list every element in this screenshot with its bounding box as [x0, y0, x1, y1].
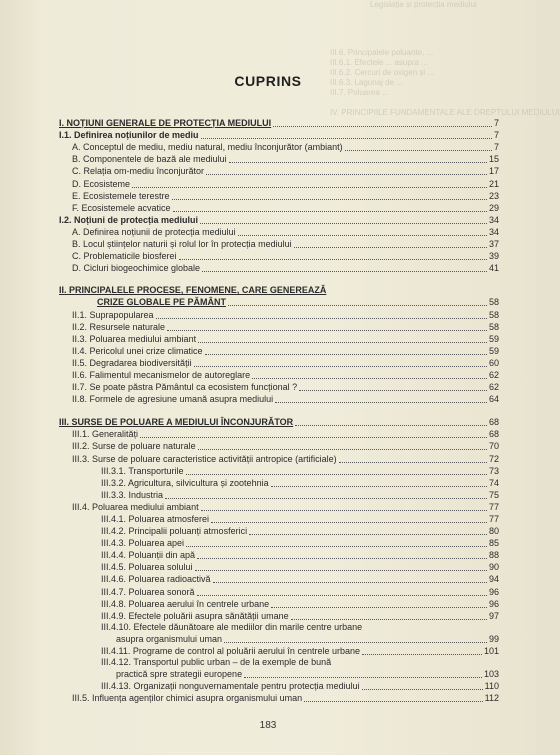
toc-entry-page: 41 [488, 263, 499, 274]
table-of-contents [59, 117, 499, 704]
toc-entry-page: 68 [488, 429, 499, 440]
leader-dots [205, 354, 487, 355]
leader-dots [186, 474, 487, 475]
toc-entry[interactable] [59, 321, 499, 333]
toc-entry[interactable] [59, 214, 499, 226]
toc-entry-text: III.4.4. Poluanții din apă [101, 550, 196, 561]
leader-dots [211, 522, 487, 523]
toc-entry[interactable] [59, 238, 499, 250]
toc-entry-page: 7 [493, 130, 499, 141]
toc-entry-text: I. NOȚIUNI GENERALE DE PROTECȚIA MEDIULUI [59, 118, 272, 129]
toc-entry[interactable] [59, 452, 499, 464]
leader-dots [198, 449, 487, 450]
toc-entry-page: 58 [488, 297, 499, 308]
toc-entry[interactable] [59, 537, 499, 549]
toc-entry-text: CRIZE GLOBALE PE PĂMÂNT [97, 297, 227, 308]
toc-entry[interactable] [59, 573, 499, 585]
toc-entry-text: III.4.13. Organizații nonguvernamentale pentru protecția mediului [101, 681, 360, 692]
leader-dots [167, 330, 487, 331]
bleed-line: III.7. Poluarea ... [330, 88, 389, 97]
toc-heading-line: II. PRINCIPALELE PROCESE, FENOMENE, CARE GENEREAZĂ [59, 285, 327, 296]
toc-entry[interactable] [59, 645, 499, 657]
leader-dots [295, 425, 487, 426]
toc-entry-text: III.4.6. Poluarea radioactivă [101, 574, 211, 585]
toc-entry[interactable] [59, 165, 499, 177]
leader-dots [299, 390, 487, 391]
toc-entry-page: 85 [488, 538, 499, 549]
toc-entry-text: III.4.2. Principalii poluanți atmosferici [101, 526, 248, 537]
toc-entry-page: 58 [488, 321, 499, 332]
toc-entry[interactable] [59, 489, 499, 501]
leader-dots [304, 701, 483, 702]
leader-dots [244, 677, 482, 678]
leader-dots [228, 305, 487, 306]
toc-entry-page: 97 [488, 610, 499, 621]
toc-entry[interactable] [59, 357, 499, 369]
toc-entry-text: III.4.5. Poluarea solului [101, 562, 193, 573]
leader-dots [195, 570, 487, 571]
toc-entry-text: C. Problematicile biosferei [72, 251, 177, 262]
toc-entry-text: III.4.11. Programe de control al poluării aerului în centrele urbane [101, 646, 360, 657]
bleed-line: III.6.3. Lagunaj de ... [330, 78, 403, 87]
toc-entry[interactable] [59, 226, 499, 238]
toc-entry-page: 99 [488, 633, 499, 644]
toc-entry-page: 62 [488, 382, 499, 393]
toc-entry-text: III.1. Generalități [72, 429, 139, 440]
toc-entry-page: 103 [483, 669, 499, 680]
toc-entry-page: 34 [488, 226, 499, 237]
toc-entry[interactable] [59, 177, 499, 189]
leader-dots [271, 486, 487, 487]
toc-entry-text: III.4. Poluarea mediului ambiant [72, 501, 199, 512]
leader-dots [345, 150, 492, 151]
leader-dots [339, 462, 487, 463]
toc-entry[interactable] [59, 525, 499, 537]
toc-entry[interactable] [59, 153, 499, 165]
leader-dots [238, 235, 487, 236]
toc-entry-text: B. Componentele de bază ale mediului [72, 154, 227, 165]
leader-dots [206, 174, 487, 175]
leader-dots [229, 162, 487, 163]
toc-entry-text: III.4.1. Poluarea atmosferei [101, 514, 210, 524]
toc-entry-page: 7 [493, 142, 499, 153]
toc-entry[interactable] [59, 428, 499, 440]
toc-entry-page: 94 [488, 574, 499, 585]
toc-entry-text: II.2. Resursele naturale [72, 321, 166, 332]
toc-entry-text: A. Definirea noțiunii de protecția mediului [72, 226, 236, 237]
toc-entry[interactable] [59, 117, 499, 129]
toc-entry[interactable] [59, 250, 499, 262]
toc-entry-page: 70 [488, 441, 499, 452]
toc-entry-text: III.3.2. Agricultura, silvicultura și zootehnia [101, 477, 269, 488]
toc-entry-page: 112 [484, 693, 499, 704]
leader-dots [200, 223, 487, 224]
toc-entry-page: 77 [488, 501, 499, 512]
toc-entry-text: E. Ecosistemele terestre [72, 190, 170, 201]
toc-entry[interactable] [59, 692, 499, 704]
toc-entry-text: I.2. Noțiuni de protecția mediului [59, 214, 199, 225]
leader-dots [194, 366, 487, 367]
toc-entry[interactable] [59, 477, 499, 489]
toc-entry[interactable] [59, 190, 499, 202]
leader-dots [140, 437, 487, 438]
toc-entry-page: 101 [483, 646, 499, 657]
toc-entry-page: 73 [488, 465, 499, 476]
leader-dots [202, 271, 487, 272]
toc-entry[interactable] [59, 561, 499, 573]
leader-dots [173, 211, 487, 212]
leader-dots [275, 402, 487, 403]
leader-dots [201, 138, 492, 139]
toc-entry-text: III. SURSE DE POLUARE A MEDIULUI ÎNCONJURĂTOR [59, 417, 294, 428]
toc-entry-text: II.1. Suprapopularea [72, 309, 154, 320]
bleed-line: III.6.1. Efectele ... asupra ... [330, 58, 428, 67]
toc-entry-line: III.4.10. Efectele dăunătoare ale mediilor din marile centre urbane [101, 621, 363, 632]
toc-entry-page: 72 [488, 453, 499, 464]
leader-dots [362, 654, 482, 655]
leader-dots [362, 689, 483, 690]
leader-dots [172, 199, 487, 200]
leader-dots [197, 595, 487, 596]
toc-entry[interactable] [59, 416, 499, 428]
leader-dots [197, 558, 487, 559]
toc-entry[interactable] [59, 333, 499, 345]
toc-entry[interactable] [59, 680, 499, 692]
toc-entry-page: 90 [488, 562, 499, 573]
toc-entry-text: II.6. Falimentul mecanismelor de autoreglare [72, 369, 251, 380]
toc-entry-text: practică spre strategii europene [116, 669, 243, 680]
toc-entry[interactable] [59, 465, 499, 477]
toc-entry[interactable] [59, 308, 499, 320]
toc-entry-page: 110 [484, 681, 499, 692]
toc-entry-page: 80 [488, 526, 499, 537]
toc-entry[interactable] [59, 440, 499, 452]
toc-entry[interactable] [59, 633, 499, 645]
toc-entry-page: 21 [488, 178, 499, 189]
toc-section-2 [59, 308, 499, 405]
toc-entry-page: 58 [488, 309, 499, 320]
toc-entry-page: 59 [488, 345, 499, 356]
toc-entry-page: 39 [488, 251, 499, 262]
leader-dots [249, 534, 487, 535]
toc-entry-page: 59 [488, 333, 499, 344]
toc-entry-page: 34 [488, 214, 499, 225]
leader-dots [201, 510, 487, 511]
toc-entry-page: 68 [488, 417, 499, 428]
leader-dots [186, 546, 487, 547]
leader-dots [213, 582, 487, 583]
toc-entry-text: II.5. Degradarea biodiversității [72, 357, 192, 368]
toc-section-1 [59, 117, 499, 274]
toc-entry-page: 74 [488, 477, 499, 488]
toc-entry-text: B. Locul științelor naturii și rolul lor în protecția mediului [72, 239, 292, 250]
toc-entry-text: II.7. Se poate păstra Pământul ca ecosistem funcțional ? [72, 382, 298, 393]
toc-entry-text: III.4.9. Efectele poluării asupra sănătății umane [101, 610, 289, 621]
toc-entry-text: III.4.8. Poluarea aerului în centrele urbane [101, 598, 270, 609]
toc-entry[interactable] [59, 202, 499, 214]
toc-entry-page: 96 [488, 586, 499, 597]
leader-dots [179, 259, 487, 260]
leader-dots [156, 318, 487, 319]
toc-section-3 [59, 428, 499, 622]
toc-entry-page: 88 [488, 550, 499, 561]
leader-dots [294, 247, 487, 248]
toc-entry-page: 29 [488, 202, 499, 213]
bleed-line: III.6.2. Cercuri de oxigen și ... [330, 68, 435, 77]
toc-entry-text: II.4. Pericolul unei crize climatice [72, 345, 203, 356]
toc-entry-page: 7 [493, 118, 499, 129]
toc-entry-text: III.3.1. Transporturile [101, 465, 184, 476]
toc-entry-text: II.8. Formele de agresiune umană asupra mediului [72, 394, 274, 405]
page-number: 183 [259, 720, 277, 731]
toc-entry-page: 64 [488, 394, 499, 405]
toc-entry-page: 96 [488, 598, 499, 609]
leader-dots [291, 619, 487, 620]
leader-dots [165, 498, 487, 499]
toc-entry[interactable] [59, 549, 499, 561]
toc-entry-page: 60 [488, 357, 499, 368]
toc-entry-text: III.3.3. Industria [101, 489, 164, 500]
toc-entry[interactable] [59, 296, 499, 308]
toc-entry[interactable] [59, 141, 499, 153]
toc-entry[interactable] [59, 262, 499, 274]
leader-dots [132, 187, 487, 188]
toc-entry-text: III.4.3. Poluarea apei [101, 538, 185, 549]
toc-entry-text: C. Relația om-mediu înconjurător [72, 166, 205, 177]
toc-entry-page: 23 [488, 190, 499, 201]
toc-entry-text: A. Conceptul de mediu, mediu natural, mediu înconjurător (ambiant) [72, 142, 343, 153]
toc-entry-text: D. Ecosisteme [72, 178, 131, 189]
toc-entry[interactable] [59, 668, 499, 680]
leader-dots [271, 607, 487, 608]
toc-entry-page: 37 [488, 239, 499, 250]
toc-entry[interactable] [59, 598, 499, 610]
leader-dots [198, 342, 487, 343]
toc-entry[interactable] [59, 393, 499, 405]
toc-entry-page: 77 [488, 514, 499, 524]
toc-entry[interactable] [59, 585, 499, 597]
bleed-line: Legislația și protecția mediului [370, 0, 477, 9]
toc-entry-page: 15 [488, 154, 499, 165]
page-title: CUPRINS [234, 73, 302, 89]
toc-entry-text: III.4.7. Poluarea sonoră [101, 586, 195, 597]
toc-entry[interactable] [59, 369, 499, 381]
toc-entry-page: 75 [488, 489, 499, 500]
toc-entry-text: I.1. Definirea noțiunilor de mediu [59, 130, 199, 141]
leader-dots [273, 126, 492, 127]
toc-entry-page: 17 [488, 166, 499, 177]
toc-entry-page: 62 [488, 369, 499, 380]
toc-entry-text: III.2. Surse de poluare naturale [72, 441, 196, 452]
leader-dots [224, 642, 487, 643]
toc-entry[interactable] [59, 513, 499, 525]
toc-entry-text: III.5. Influența agenților chimici asupra organismului uman [72, 693, 303, 704]
toc-entry-text: II.3. Poluarea mediului ambiant [72, 333, 197, 344]
toc-entry-text: D. Cicluri biogeochimice globale [72, 263, 201, 274]
bleed-line: IV. PRINCIPIILE FUNDAMENTALE ALE DREPTULUI MEDIULUI [330, 108, 560, 117]
toc-entry[interactable] [59, 501, 499, 513]
toc-entry-line: III.4.12. Transportul public urban – de la exemple de bună [101, 657, 332, 668]
bleed-line: III.6. Principalele poluante, ... [330, 48, 434, 57]
leader-dots [252, 378, 487, 379]
toc-entry-text: asupra organismului uman [116, 633, 223, 644]
toc-entry[interactable] [59, 381, 499, 393]
toc-entry[interactable] [59, 345, 499, 357]
toc-entry[interactable] [59, 610, 499, 622]
toc-entry-text: F. Ecosistemele acvatice [72, 202, 171, 213]
toc-entry-text: III.3. Surse de poluare caracteristice activității antropice (artificiale) [72, 453, 337, 464]
toc-entry[interactable] [59, 129, 499, 141]
